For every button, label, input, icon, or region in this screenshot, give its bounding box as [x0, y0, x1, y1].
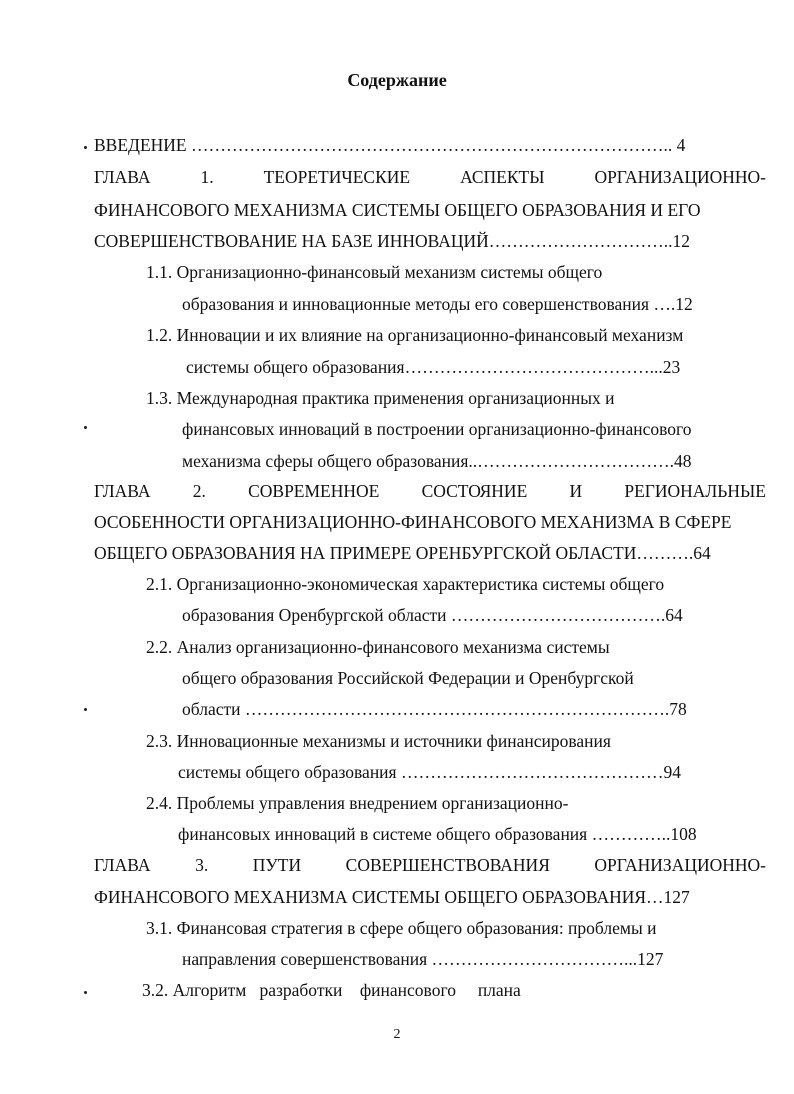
- toc-section-1-3: 1.3. Международная практика применения организационных и: [146, 388, 615, 408]
- toc-chapter-3-line2: ФИНАНСОВОГО МЕХАНИЗМА СИСТЕМЫ ОБЩЕГО ОБРАЗОВАНИЯ…127: [94, 887, 690, 907]
- scan-mark: [84, 708, 87, 711]
- word: И: [569, 481, 583, 501]
- toc-section-2-2: 2.2. Анализ организационно-финансового механизма системы: [146, 637, 610, 657]
- word: АСПЕКТЫ: [460, 167, 545, 187]
- word: ГЛАВА: [94, 481, 151, 501]
- toc-chapter-1-line2: ФИНАНСОВОГО МЕХАНИЗМА СИСТЕМЫ ОБЩЕГО ОБРАЗОВАНИЯ И ЕГО: [94, 200, 701, 220]
- word: РЕГИОНАЛЬНЫЕ: [624, 481, 766, 501]
- toc-section-2-3-cont: системы общего образования ………………………………………94: [178, 762, 681, 782]
- word: СОВЕРШЕНСТВОВАНИЯ: [345, 855, 550, 875]
- toc-section-1-3-cont2: механизма сферы общего образования..…………………………….48: [182, 451, 692, 471]
- toc-section-1-3-cont: финансовых инноваций в построении организационно-финансового: [182, 419, 692, 439]
- toc-section-2-1: 2.1. Организационно-экономическая характеристика системы общего: [146, 574, 665, 594]
- scan-mark: [84, 991, 87, 994]
- word: 3.: [195, 855, 209, 875]
- toc-chapter-1-line3: СОВЕРШЕНСТВОВАНИЕ НА БАЗЕ ИННОВАЦИЙ…………………………..12: [94, 231, 691, 251]
- toc-section-3-1-cont: направления совершенствования ……………………………...127: [182, 949, 664, 969]
- scan-mark: [84, 146, 87, 149]
- word: ОРГАНИЗАЦИОННО-: [594, 167, 766, 187]
- word: СОСТОЯНИЕ: [421, 481, 528, 501]
- word: СОВРЕМЕННОЕ: [248, 481, 380, 501]
- page-title: Содержание: [347, 70, 447, 90]
- word: ОРГАНИЗАЦИОННО-: [594, 855, 766, 875]
- toc-section-2-2-cont: общего образования Российской Федерации и Оренбургской: [182, 668, 634, 688]
- word: ГЛАВА: [94, 855, 151, 875]
- toc-chapter-2-heading: [94, 480, 766, 502]
- toc-chapter-2-line3: ОБЩЕГО ОБРАЗОВАНИЯ НА ПРИМЕРЕ ОРЕНБУРГСКОЙ ОБЛАСТИ……….64: [94, 543, 711, 563]
- toc-section-2-2-cont2: области ……………………………………………………………….78: [182, 699, 687, 719]
- word: ТЕОРЕТИЧЕСКИЕ: [263, 167, 411, 187]
- word: ГЛАВА: [94, 167, 151, 187]
- toc-chapter-2-line2: ОСОБЕННОСТИ ОРГАНИЗАЦИОННО-ФИНАНСОВОГО МЕХАНИЗМА В СФЕРЕ: [94, 512, 732, 532]
- word: 1.: [200, 167, 214, 187]
- toc-section-1-2: 1.2. Инновации и их влияние на организационно-финансовый механизм: [146, 325, 684, 345]
- toc-section-3-1: 3.1. Финансовая стратегия в сфере общего образования: проблемы и: [146, 918, 657, 938]
- toc-introduction: ВВЕДЕНИЕ ……………………………………………………………………….. 4: [94, 135, 686, 155]
- toc-section-1-1-cont: образования и инновационные методы его совершенствования ….12: [182, 294, 693, 314]
- toc-section-2-3: 2.3. Инновационные механизмы и источники финансирования: [146, 731, 611, 751]
- toc-chapter-1-heading: [94, 166, 766, 188]
- word: ПУТИ: [252, 855, 302, 875]
- toc-section-1-2-cont: системы общего образования……………………………………...23: [186, 357, 681, 377]
- toc-section-2-4: 2.4. Проблемы управления внедрением организационно-: [146, 793, 569, 813]
- toc-chapter-3-heading: [94, 854, 766, 876]
- word: 2.: [192, 481, 206, 501]
- toc-section-3-2: 3.2. Алгоритм разработки финансового плана: [142, 980, 521, 1000]
- toc-section-2-4-cont: финансовых инноваций в системе общего образования …………..108: [178, 824, 697, 844]
- page-number: 2: [393, 1027, 401, 1042]
- toc-section-2-1-cont: образования Оренбургской области ……………………………….64: [182, 605, 683, 625]
- scan-mark: [84, 426, 87, 429]
- toc-section-1-1: 1.1. Организационно-финансовый механизм системы общего: [146, 262, 603, 282]
